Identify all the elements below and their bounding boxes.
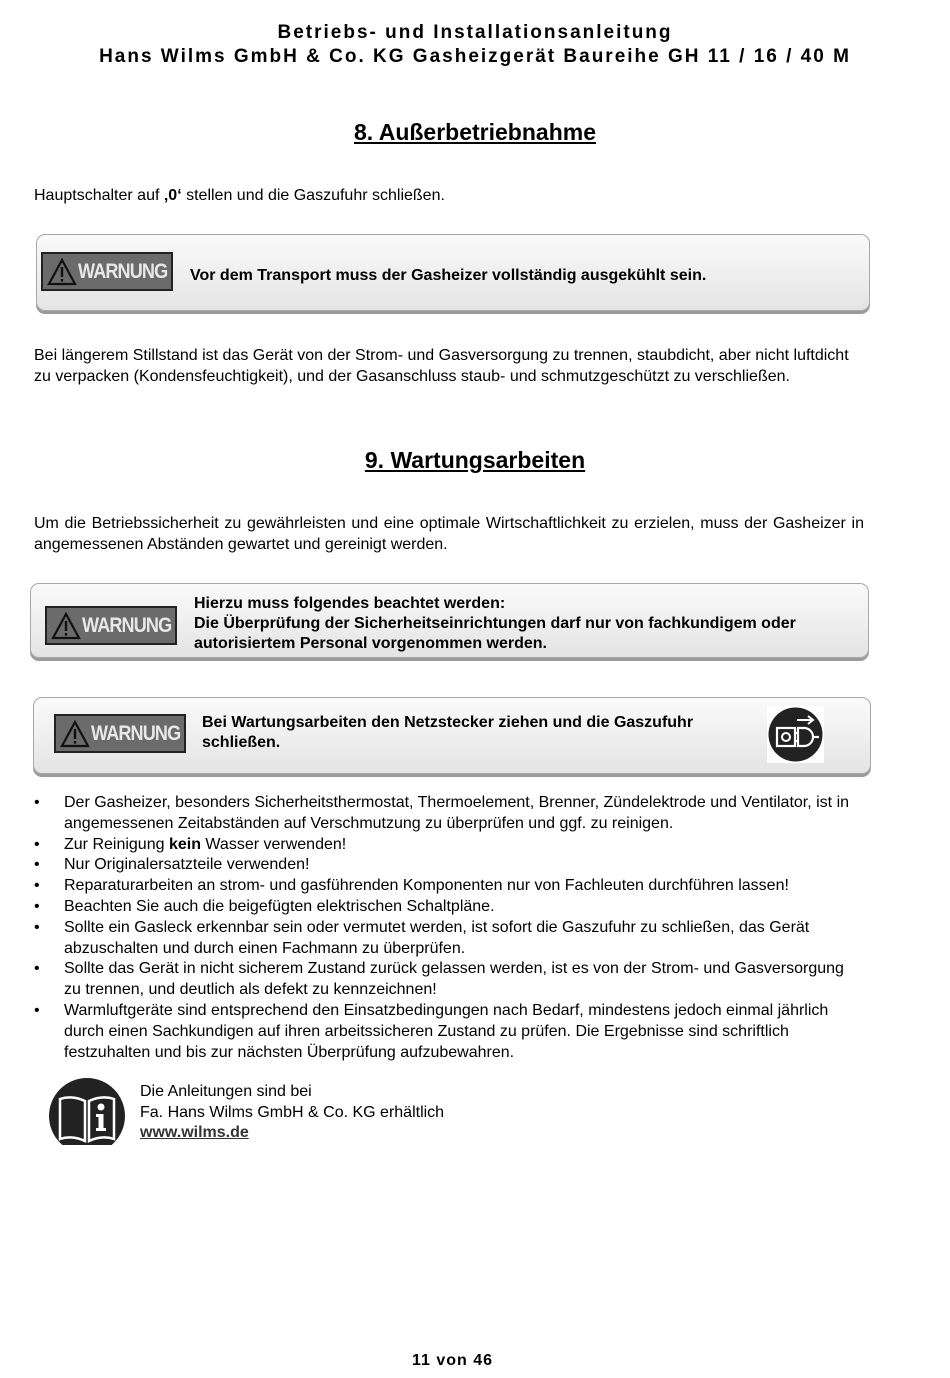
intro-text: Hauptschalter auf xyxy=(34,187,164,204)
switch-position: ‚0‘ xyxy=(163,187,182,204)
list-item: • Der Gasheizer, besonders Sicherheitsthermostat, Thermoelement, Brenner, Zündelektrode und Ventilator, ist in angemessenen Zeitabständen auf Verschmutzung zu überprüfen und ggf. zu reinigen. xyxy=(34,794,850,832)
section-9-intro: Um die Betriebssicherheit zu gewährleisten und eine optimale Wirtschaftlichkeit zu erzielen, muss der Gasheizer in angemessenen Abständen gewartet und gereinigt werden. xyxy=(34,515,864,553)
warning-badge xyxy=(45,606,177,645)
manual-info-icon xyxy=(48,1077,126,1145)
section-8-intro xyxy=(34,186,445,207)
section-9-title: 9. Wartungsarbeiten xyxy=(364,447,586,473)
list-item: • Reparaturarbeiten an strom- und gasführenden Komponenten nur von Fachleuten durchführen lassen! xyxy=(34,877,789,895)
manual-info-line-1: Die Anleitungen sind bei xyxy=(140,1083,312,1100)
manual-info-text xyxy=(140,1082,444,1144)
intro-text-end: stellen und die Gaszufuhr schließen. xyxy=(181,187,445,204)
manual-info-line-2: Fa. Hans Wilms GmbH & Co. KG erhältlich xyxy=(140,1103,445,1121)
warning-line-2: Die Überprüfung der Sicherheitseinrichtungen darf nur von fachkundigem oder autorisiertem Personal vorgenommen werden. xyxy=(194,615,796,652)
section-8-title: 8. Außerbetriebnahme xyxy=(354,119,596,145)
warning-line-1: Hierzu muss folgendes beachtet werden: xyxy=(194,595,506,612)
list-item: • Warmluftgeräte sind entsprechend den Einsatzbedingungen nach Bedarf, mindestens jedoch einmal jährlich durch einen Sachkundigen auf ihren arbeitssicheren Zustand zu prüfen. Die Ergebnisse sind schriftlich festzuhalten und bis zur nächsten Überprüfung aufzubewahren. xyxy=(34,1001,829,1061)
list-item: • Nur Originalersatzteile verwenden! xyxy=(34,856,310,874)
page-number: 11 von 46 xyxy=(411,1352,494,1369)
warning-badge-label: WARNUNG xyxy=(82,613,172,637)
website-link[interactable]: www.wilms.de xyxy=(140,1124,249,1141)
warning-text: Bei Wartungsarbeiten den Netzstecker ziehen und die Gaszufuhr schließen. xyxy=(202,714,694,751)
list-item: • Sollte das Gerät in nicht sicherem Zustand zurück gelassen werden, ist es von der Strom- und Gasversorgung zu trennen, und deutlich als defekt zu kennzeichnen! xyxy=(34,960,844,999)
warning-badge xyxy=(54,714,186,753)
list-item: • Zur Reinigung kein Wasser verwenden! xyxy=(34,835,347,853)
header-title: Betriebs- und Installationsanleitung xyxy=(277,22,673,43)
storage-paragraph: Bei längerem Stillstand ist das Gerät von der Strom- und Gasversorgung zu trennen, staubdicht, aber nicht luftdicht zu verpacken (Kondensfeuchtigkeit), und der Gasanschluss staub- und schmutzgeschützt zu verschließen. xyxy=(34,347,849,385)
warning-box-maintenance xyxy=(33,697,871,774)
warning-triangle-icon xyxy=(47,258,77,286)
warning-triangle-icon xyxy=(51,612,81,640)
warning-badge xyxy=(41,252,173,291)
warning-text xyxy=(194,594,859,654)
warning-badge-label: WARNUNG xyxy=(91,721,181,745)
warning-triangle-icon xyxy=(60,720,90,748)
list-item: • Beachten Sie auch die beigefügten elektrischen Schaltpläne. xyxy=(34,897,495,915)
unplug-icon xyxy=(767,706,824,763)
list-item: • Sollte ein Gasleck erkennbar sein oder vermutet werden, ist sofort die Gaszufuhr zu schließen, das Gerät abzuschalten und durch einen Fachmann zu überprüfen. xyxy=(34,918,810,957)
header-subtitle: Hans Wilms GmbH & Co. KG Gasheizgerät Baureihe GH 11 / 16 / 40 M xyxy=(99,46,851,67)
warning-box-inspection xyxy=(30,583,869,658)
warning-badge-label: WARNUNG xyxy=(78,259,168,283)
warning-box-transport xyxy=(36,234,870,311)
maintenance-list xyxy=(34,793,864,1063)
warning-text: Vor dem Transport muss der Gasheizer vollständig ausgekühlt sein. xyxy=(190,267,707,284)
